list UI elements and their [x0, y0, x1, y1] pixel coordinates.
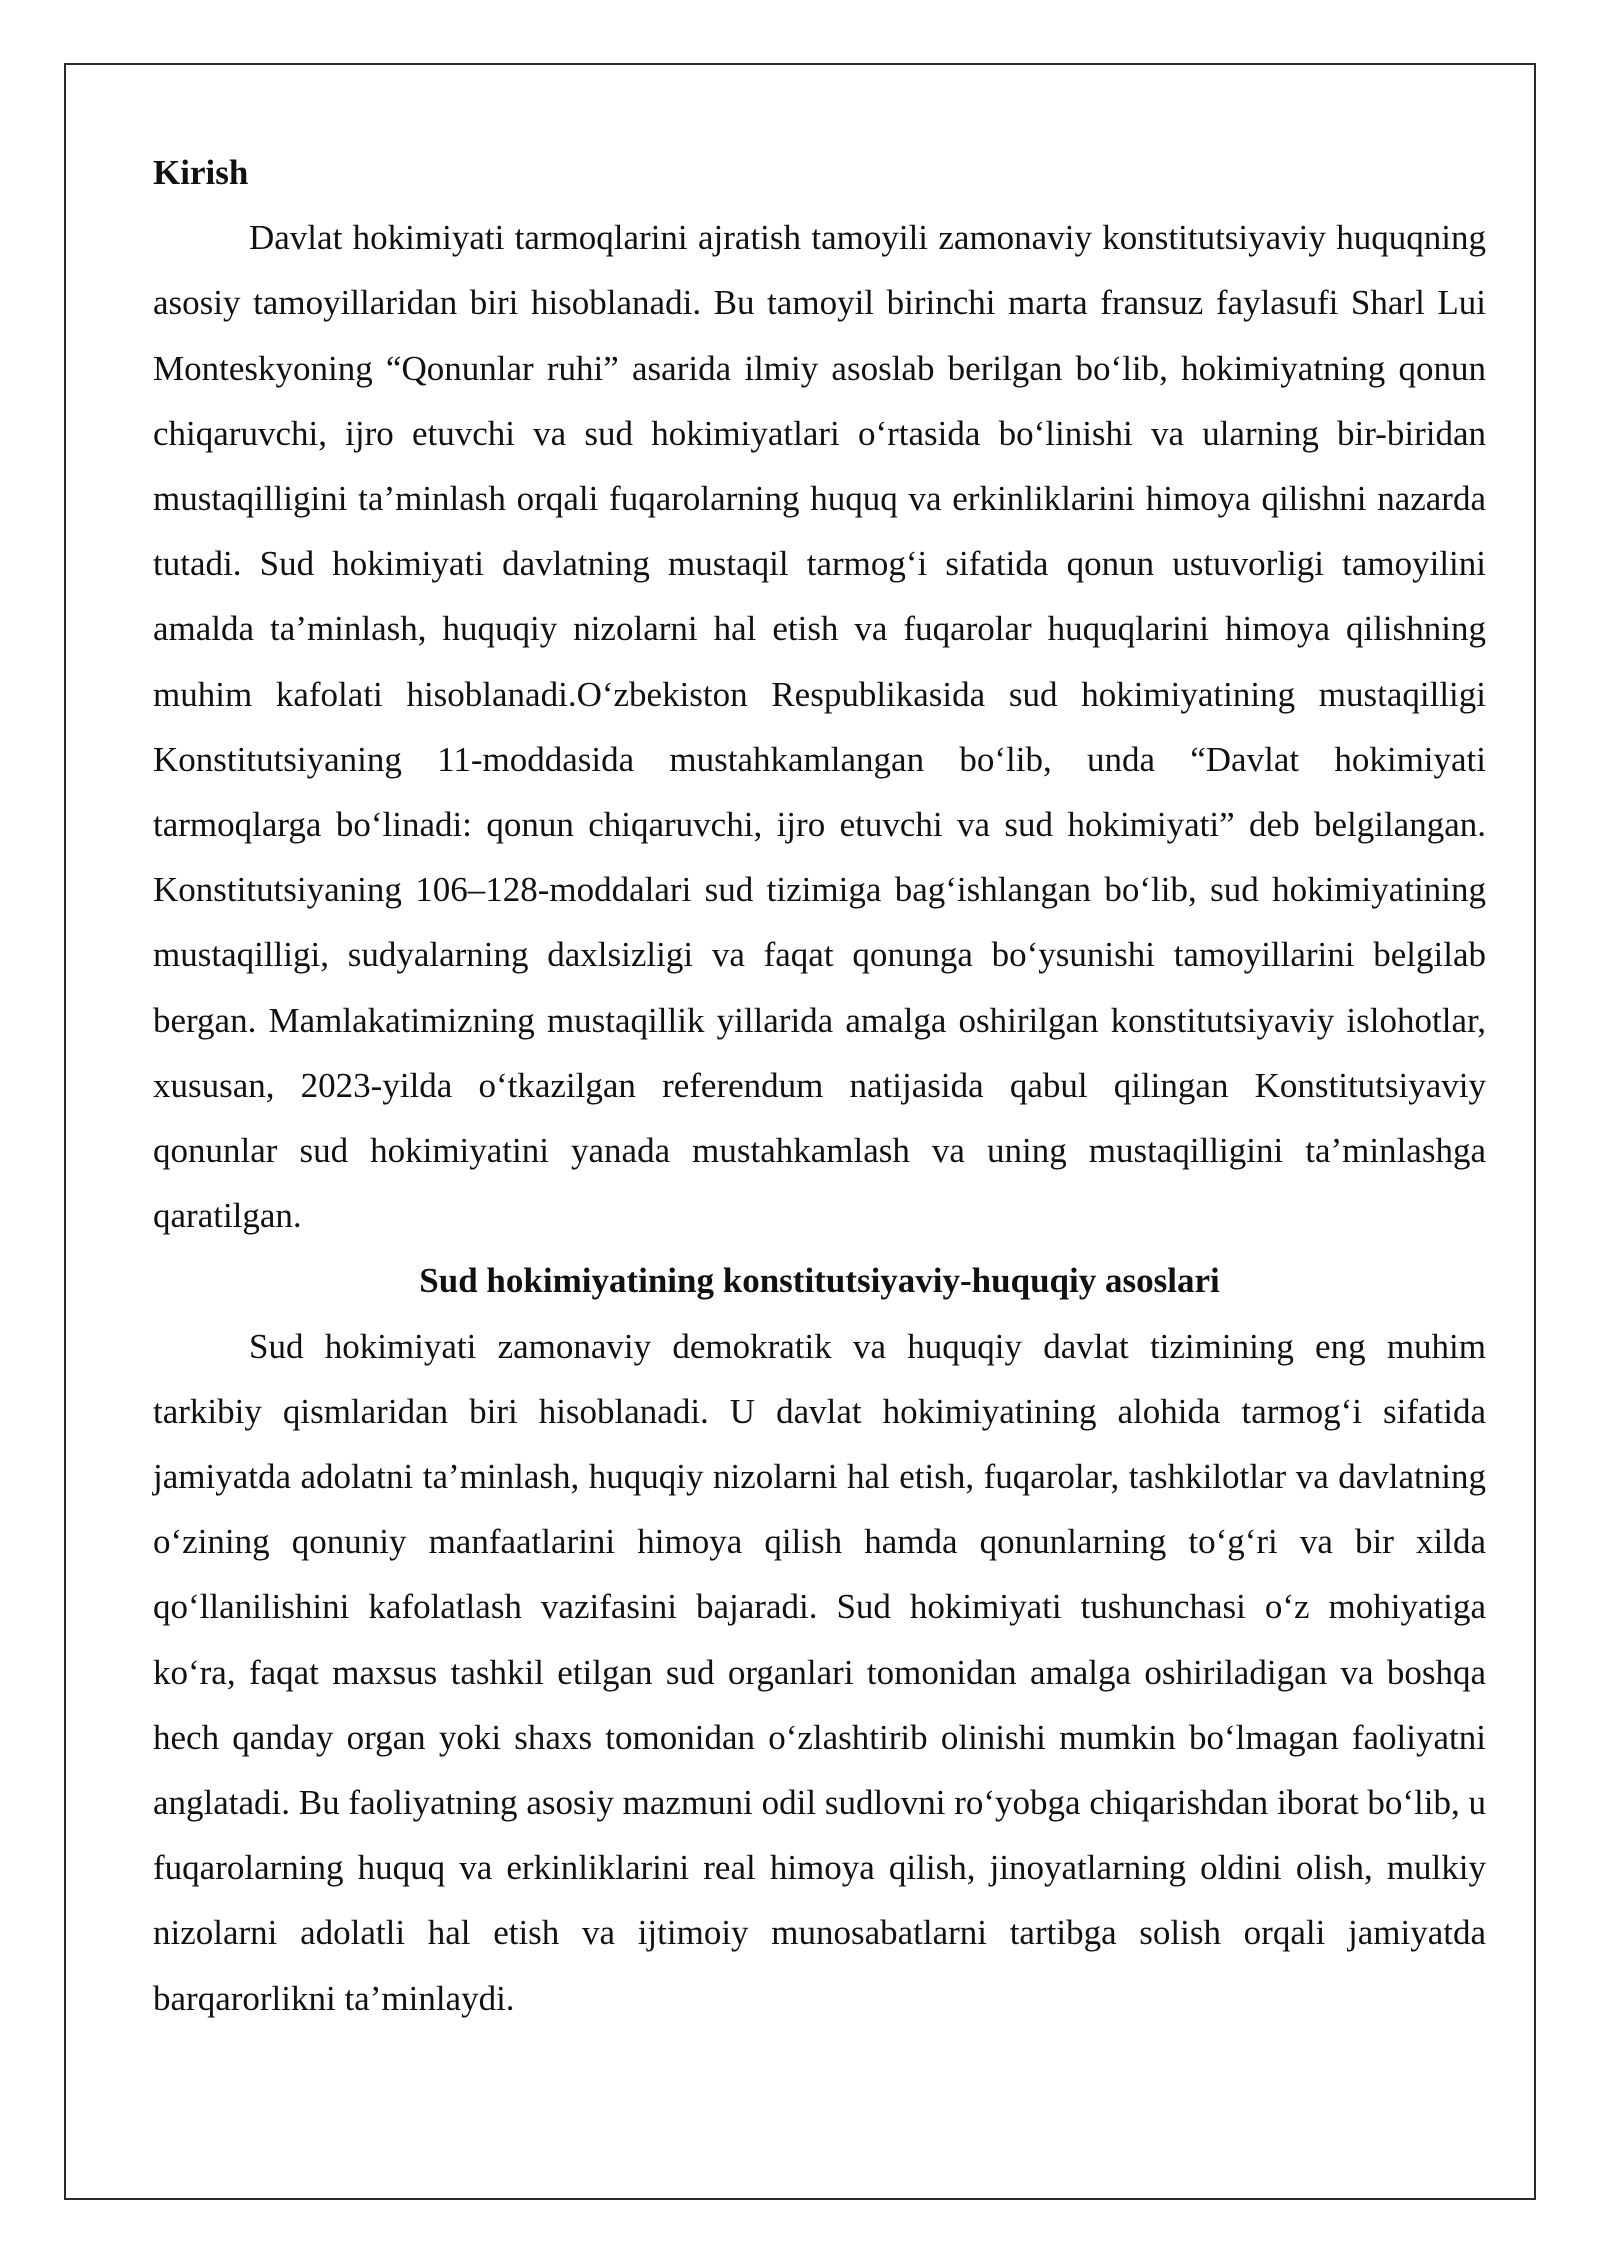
document-body: [153, 140, 1486, 2031]
intro-heading: Kirish: [153, 153, 249, 192]
section-paragraph: Sud hokimiyati zamonaviy demokratik va huquqiy davlat tizimining eng muhim tarkibiy qismlaridan biri hisoblanadi. U davlat hokimiyatining alohida tarmog‘i sifatida jamiyatda adolatni ta’minlash, huquqiy nizolarni hal etish, fuqarolar, tashkilotlar va davlatning o‘zining qonuniy manfaatlarini himoya qilish hamda qonunlarning to‘g‘ri va bir xilda qo‘llanilishini kafolatlash vazifasini bajaradi. Sud hokimiyati tushunchasi o‘z mohiyatiga ko‘ra, faqat maxsus tashkil etilgan sud organlari tomonidan amalga oshiriladigan va boshqa hech qanday organ yoki shaxs tomonidan o‘zlashtirib olinishi mumkin bo‘lmagan faoliyatni anglatadi. Bu faoliyatning asosiy mazmuni odil sudlovni ro‘yobga chiqarishdan iborat bo‘lib, u fuqarolarning huquq va erkinliklarini real himoya qilish, jinoyatlarning oldini olish, mulkiy nizolarni adolatli hal etish va ijtimoiy munosabatlarni tartibga solish orqali jamiyatda barqarorlikni ta’minlaydi.: [153, 1326, 1486, 2018]
intro-paragraph: Davlat hokimiyati tarmoqlarini ajratish tamoyili zamonaviy konstitutsiyaviy huquqning asosiy tamoyillaridan biri hisoblanadi. Bu tamoyil birinchi marta fransuz faylasufi Sharl Lui Monteskyoning “Qonunlar ruhi” asarida ilmiy asoslab berilgan bo‘lib, hokimiyatning qonun chiqaruvchi, ijro etuvchi va sud hokimiyatlari o‘rtasida bo‘linishi va ularning bir-biridan mustaqilligini ta’minlash orqali fuqarolarning huquq va erkinliklarini himoya qilishni nazarda tutadi. Sud hokimiyati davlatning mustaqil tarmog‘i sifatida qonun ustuvorligi tamoyilini amalda ta’minlash, huquqiy nizolarni hal etish va fuqarolar huquqlarini himoya qilishning muhim kafolati hisoblanadi.O‘zbekiston Respublikasida sud hokimiyatining mustaqilligi Konstitutsiyaning 11-moddasida mustahkamlangan bo‘lib, unda “Davlat hokimiyati tarmoqlarga bo‘linadi: qonun chiqaruvchi, ijro etuvchi va sud hokimiyati” deb belgilangan. Konstitutsiyaning 106–128-moddalari sud tizimiga bag‘ishlangan bo‘lib, sud hokimiyatining mustaqilligi, sudyalarning daxlsizligi va faqat qonunga bo‘ysunishi tamoyillarini belgilab bergan. Mamlakatimizning mustaqillik yillarida amalga oshirilgan konstitutsiyaviy islohotlar, xususan, 2023-yilda o‘tkazilgan referendum natijasida qabul qilingan Konstitutsiyaviy qonunlar sud hokimiyatini yanada mustahkamlash va uning mustaqilligini ta’minlashga qaratilgan.: [153, 218, 1486, 1236]
section-heading: Sud hokimiyatining konstitutsiyaviy-huquqiy asoslari: [419, 1261, 1220, 1301]
